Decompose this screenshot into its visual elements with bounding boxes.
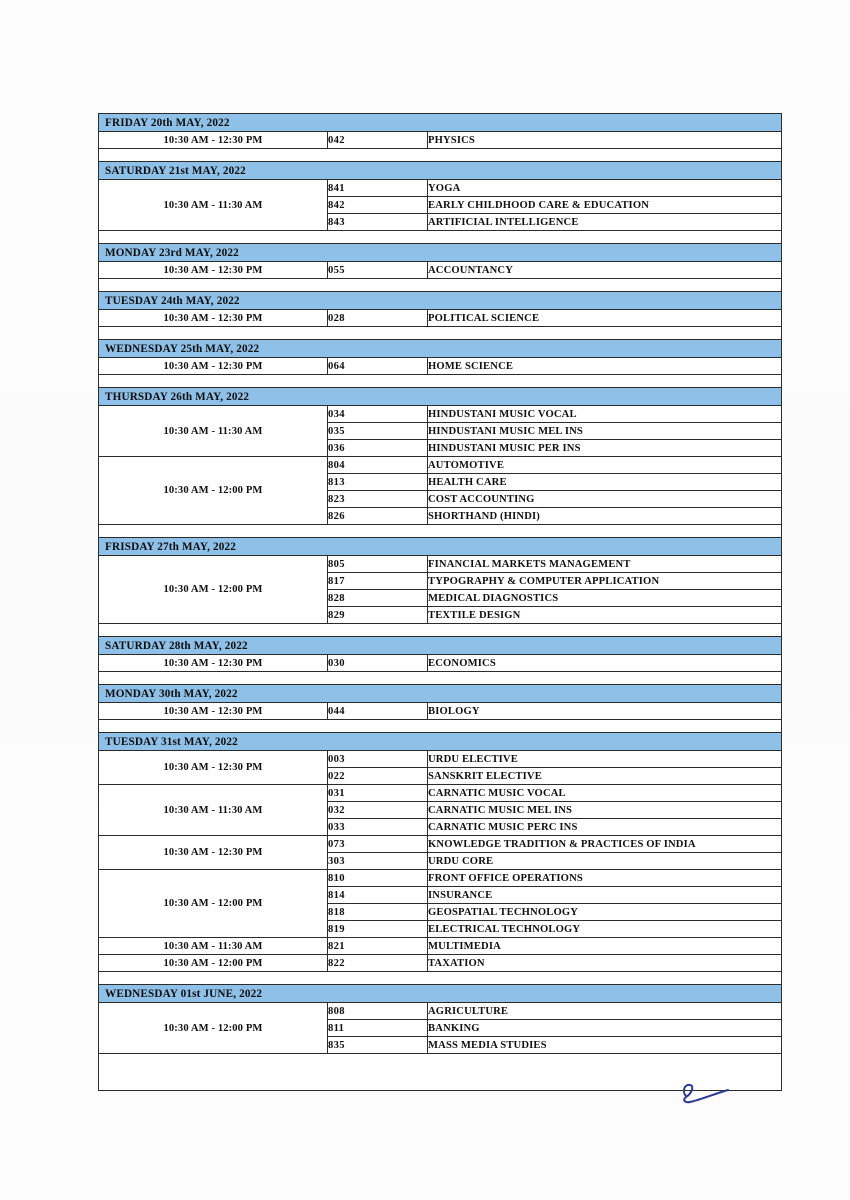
subject-code-cell: 028	[328, 310, 428, 327]
day-header-label: FRIDAY 20th MAY, 2022	[99, 114, 782, 132]
subject-code-cell: 022	[328, 768, 428, 785]
day-header-label: MONDAY 23rd MAY, 2022	[99, 244, 782, 262]
subject-code-cell: 843	[328, 214, 428, 231]
exam-time-cell: 10:30 AM - 12:30 PM	[99, 132, 328, 149]
exam-time-cell: 10:30 AM - 12:30 PM	[99, 358, 328, 375]
section-spacer-row	[99, 525, 782, 538]
subject-name-cell: ARTIFICIAL INTELLIGENCE	[428, 214, 782, 231]
exam-row	[99, 310, 782, 327]
day-header-label: TUESDAY 31st MAY, 2022	[99, 733, 782, 751]
section-spacer-row	[99, 149, 782, 162]
day-header-row	[99, 985, 782, 1003]
subject-code-cell: 818	[328, 904, 428, 921]
exam-row	[99, 870, 782, 887]
subject-name-cell: CARNATIC MUSIC VOCAL	[428, 785, 782, 802]
exam-row	[99, 751, 782, 768]
exam-time-cell: 10:30 AM - 12:30 PM	[99, 655, 328, 672]
subject-code-cell: 033	[328, 819, 428, 836]
day-header-row	[99, 162, 782, 180]
exam-time-cell: 10:30 AM - 12:30 PM	[99, 836, 328, 870]
subject-code-cell: 055	[328, 262, 428, 279]
subject-code-cell: 031	[328, 785, 428, 802]
subject-code-cell: 828	[328, 590, 428, 607]
subject-name-cell: AGRICULTURE	[428, 1003, 782, 1020]
exam-row	[99, 1003, 782, 1020]
subject-code-cell: 841	[328, 180, 428, 197]
subject-name-cell: TEXTILE DESIGN	[428, 607, 782, 624]
table-tail-cell	[99, 1054, 782, 1091]
subject-name-cell: HINDUSTANI MUSIC MEL INS	[428, 423, 782, 440]
section-spacer-cell	[99, 327, 782, 340]
subject-name-cell: MASS MEDIA STUDIES	[428, 1037, 782, 1054]
exam-time-cell: 10:30 AM - 12:30 PM	[99, 751, 328, 785]
exam-row	[99, 556, 782, 573]
subject-code-cell: 819	[328, 921, 428, 938]
subject-code-cell: 822	[328, 955, 428, 972]
subject-code-cell: 821	[328, 938, 428, 955]
subject-name-cell: FRONT OFFICE OPERATIONS	[428, 870, 782, 887]
subject-name-cell: POLITICAL SCIENCE	[428, 310, 782, 327]
subject-code-cell: 817	[328, 573, 428, 590]
exam-row	[99, 955, 782, 972]
subject-name-cell: PHYSICS	[428, 132, 782, 149]
subject-code-cell: 814	[328, 887, 428, 904]
subject-code-cell: 842	[328, 197, 428, 214]
subject-name-cell: ACCOUNTANCY	[428, 262, 782, 279]
day-header-row	[99, 244, 782, 262]
exam-schedule-table	[98, 113, 782, 1091]
exam-time-cell: 10:30 AM - 12:00 PM	[99, 457, 328, 525]
exam-row	[99, 180, 782, 197]
section-spacer-row	[99, 279, 782, 292]
exam-time-cell: 10:30 AM - 11:30 AM	[99, 406, 328, 457]
subject-code-cell: 042	[328, 132, 428, 149]
subject-name-cell: HINDUSTANI MUSIC PER INS	[428, 440, 782, 457]
exam-time-cell: 10:30 AM - 12:30 PM	[99, 310, 328, 327]
subject-code-cell: 036	[328, 440, 428, 457]
exam-row	[99, 262, 782, 279]
subject-code-cell: 805	[328, 556, 428, 573]
subject-name-cell: MULTIMEDIA	[428, 938, 782, 955]
section-spacer-row	[99, 327, 782, 340]
subject-name-cell: URDU CORE	[428, 853, 782, 870]
subject-code-cell: 303	[328, 853, 428, 870]
exam-row	[99, 938, 782, 955]
day-header-row	[99, 292, 782, 310]
subject-name-cell: COST ACCOUNTING	[428, 491, 782, 508]
subject-name-cell: CARNATIC MUSIC MEL INS	[428, 802, 782, 819]
section-spacer-row	[99, 375, 782, 388]
day-header-row	[99, 538, 782, 556]
section-spacer-cell	[99, 375, 782, 388]
subject-name-cell: EARLY CHILDHOOD CARE & EDUCATION	[428, 197, 782, 214]
table-tail-row	[99, 1054, 782, 1091]
subject-code-cell: 034	[328, 406, 428, 423]
subject-name-cell: FINANCIAL MARKETS MANAGEMENT	[428, 556, 782, 573]
subject-code-cell: 811	[328, 1020, 428, 1037]
subject-name-cell: INSURANCE	[428, 887, 782, 904]
day-header-label: THURSDAY 26th MAY, 2022	[99, 388, 782, 406]
subject-name-cell: CARNATIC MUSIC PERC INS	[428, 819, 782, 836]
day-header-row	[99, 733, 782, 751]
subject-name-cell: AUTOMOTIVE	[428, 457, 782, 474]
subject-name-cell: HEALTH CARE	[428, 474, 782, 491]
section-spacer-row	[99, 672, 782, 685]
exam-row	[99, 358, 782, 375]
day-header-label: WEDNESDAY 25th MAY, 2022	[99, 340, 782, 358]
subject-name-cell: TAXATION	[428, 955, 782, 972]
section-spacer-cell	[99, 231, 782, 244]
subject-code-cell: 032	[328, 802, 428, 819]
subject-name-cell: SHORTHAND (HINDI)	[428, 508, 782, 525]
exam-row	[99, 457, 782, 474]
exam-time-cell: 10:30 AM - 11:30 AM	[99, 785, 328, 836]
subject-code-cell: 823	[328, 491, 428, 508]
section-spacer-row	[99, 624, 782, 637]
exam-time-cell: 10:30 AM - 11:30 AM	[99, 180, 328, 231]
section-spacer-cell	[99, 149, 782, 162]
day-header-row	[99, 685, 782, 703]
subject-name-cell: URDU ELECTIVE	[428, 751, 782, 768]
exam-row	[99, 703, 782, 720]
subject-name-cell: HINDUSTANI MUSIC VOCAL	[428, 406, 782, 423]
subject-name-cell: GEOSPATIAL TECHNOLOGY	[428, 904, 782, 921]
day-header-label: MONDAY 30th MAY, 2022	[99, 685, 782, 703]
subject-code-cell: 003	[328, 751, 428, 768]
subject-code-cell: 829	[328, 607, 428, 624]
day-header-row	[99, 388, 782, 406]
section-spacer-cell	[99, 672, 782, 685]
subject-name-cell: MEDICAL DIAGNOSTICS	[428, 590, 782, 607]
exam-row	[99, 785, 782, 802]
exam-row	[99, 406, 782, 423]
subject-name-cell: TYPOGRAPHY & COMPUTER APPLICATION	[428, 573, 782, 590]
section-spacer-cell	[99, 972, 782, 985]
section-spacer-row	[99, 231, 782, 244]
subject-name-cell: ELECTRICAL TECHNOLOGY	[428, 921, 782, 938]
day-header-label: TUESDAY 24th MAY, 2022	[99, 292, 782, 310]
section-spacer-cell	[99, 279, 782, 292]
subject-name-cell: HOME SCIENCE	[428, 358, 782, 375]
exam-row	[99, 132, 782, 149]
exam-time-cell: 10:30 AM - 12:00 PM	[99, 870, 328, 938]
subject-code-cell: 030	[328, 655, 428, 672]
subject-code-cell: 035	[328, 423, 428, 440]
exam-time-cell: 10:30 AM - 12:00 PM	[99, 556, 328, 624]
section-spacer-row	[99, 720, 782, 733]
exam-time-cell: 10:30 AM - 12:00 PM	[99, 1003, 328, 1054]
exam-row	[99, 655, 782, 672]
day-header-label: FRISDAY 27th MAY, 2022	[99, 538, 782, 556]
exam-time-cell: 10:30 AM - 12:00 PM	[99, 955, 328, 972]
subject-code-cell: 813	[328, 474, 428, 491]
subject-name-cell: BANKING	[428, 1020, 782, 1037]
subject-name-cell: YOGA	[428, 180, 782, 197]
subject-code-cell: 044	[328, 703, 428, 720]
subject-code-cell: 064	[328, 358, 428, 375]
subject-name-cell: KNOWLEDGE TRADITION & PRACTICES OF INDIA	[428, 836, 782, 853]
day-header-row	[99, 637, 782, 655]
section-spacer-cell	[99, 720, 782, 733]
subject-code-cell: 826	[328, 508, 428, 525]
day-header-row	[99, 114, 782, 132]
exam-schedule-container	[98, 113, 781, 1091]
subject-name-cell: SANSKRIT ELECTIVE	[428, 768, 782, 785]
day-header-label: SATURDAY 28th MAY, 2022	[99, 637, 782, 655]
day-header-row	[99, 340, 782, 358]
section-spacer-row	[99, 972, 782, 985]
subject-code-cell: 804	[328, 457, 428, 474]
section-spacer-cell	[99, 525, 782, 538]
day-header-label: WEDNESDAY 01st JUNE, 2022	[99, 985, 782, 1003]
subject-name-cell: ECONOMICS	[428, 655, 782, 672]
exam-time-cell: 10:30 AM - 12:30 PM	[99, 703, 328, 720]
subject-code-cell: 073	[328, 836, 428, 853]
day-header-label: SATURDAY 21st MAY, 2022	[99, 162, 782, 180]
subject-code-cell: 835	[328, 1037, 428, 1054]
subject-code-cell: 808	[328, 1003, 428, 1020]
section-spacer-cell	[99, 624, 782, 637]
exam-time-cell: 10:30 AM - 12:30 PM	[99, 262, 328, 279]
exam-time-cell: 10:30 AM - 11:30 AM	[99, 938, 328, 955]
subject-name-cell: BIOLOGY	[428, 703, 782, 720]
exam-row	[99, 836, 782, 853]
subject-code-cell: 810	[328, 870, 428, 887]
